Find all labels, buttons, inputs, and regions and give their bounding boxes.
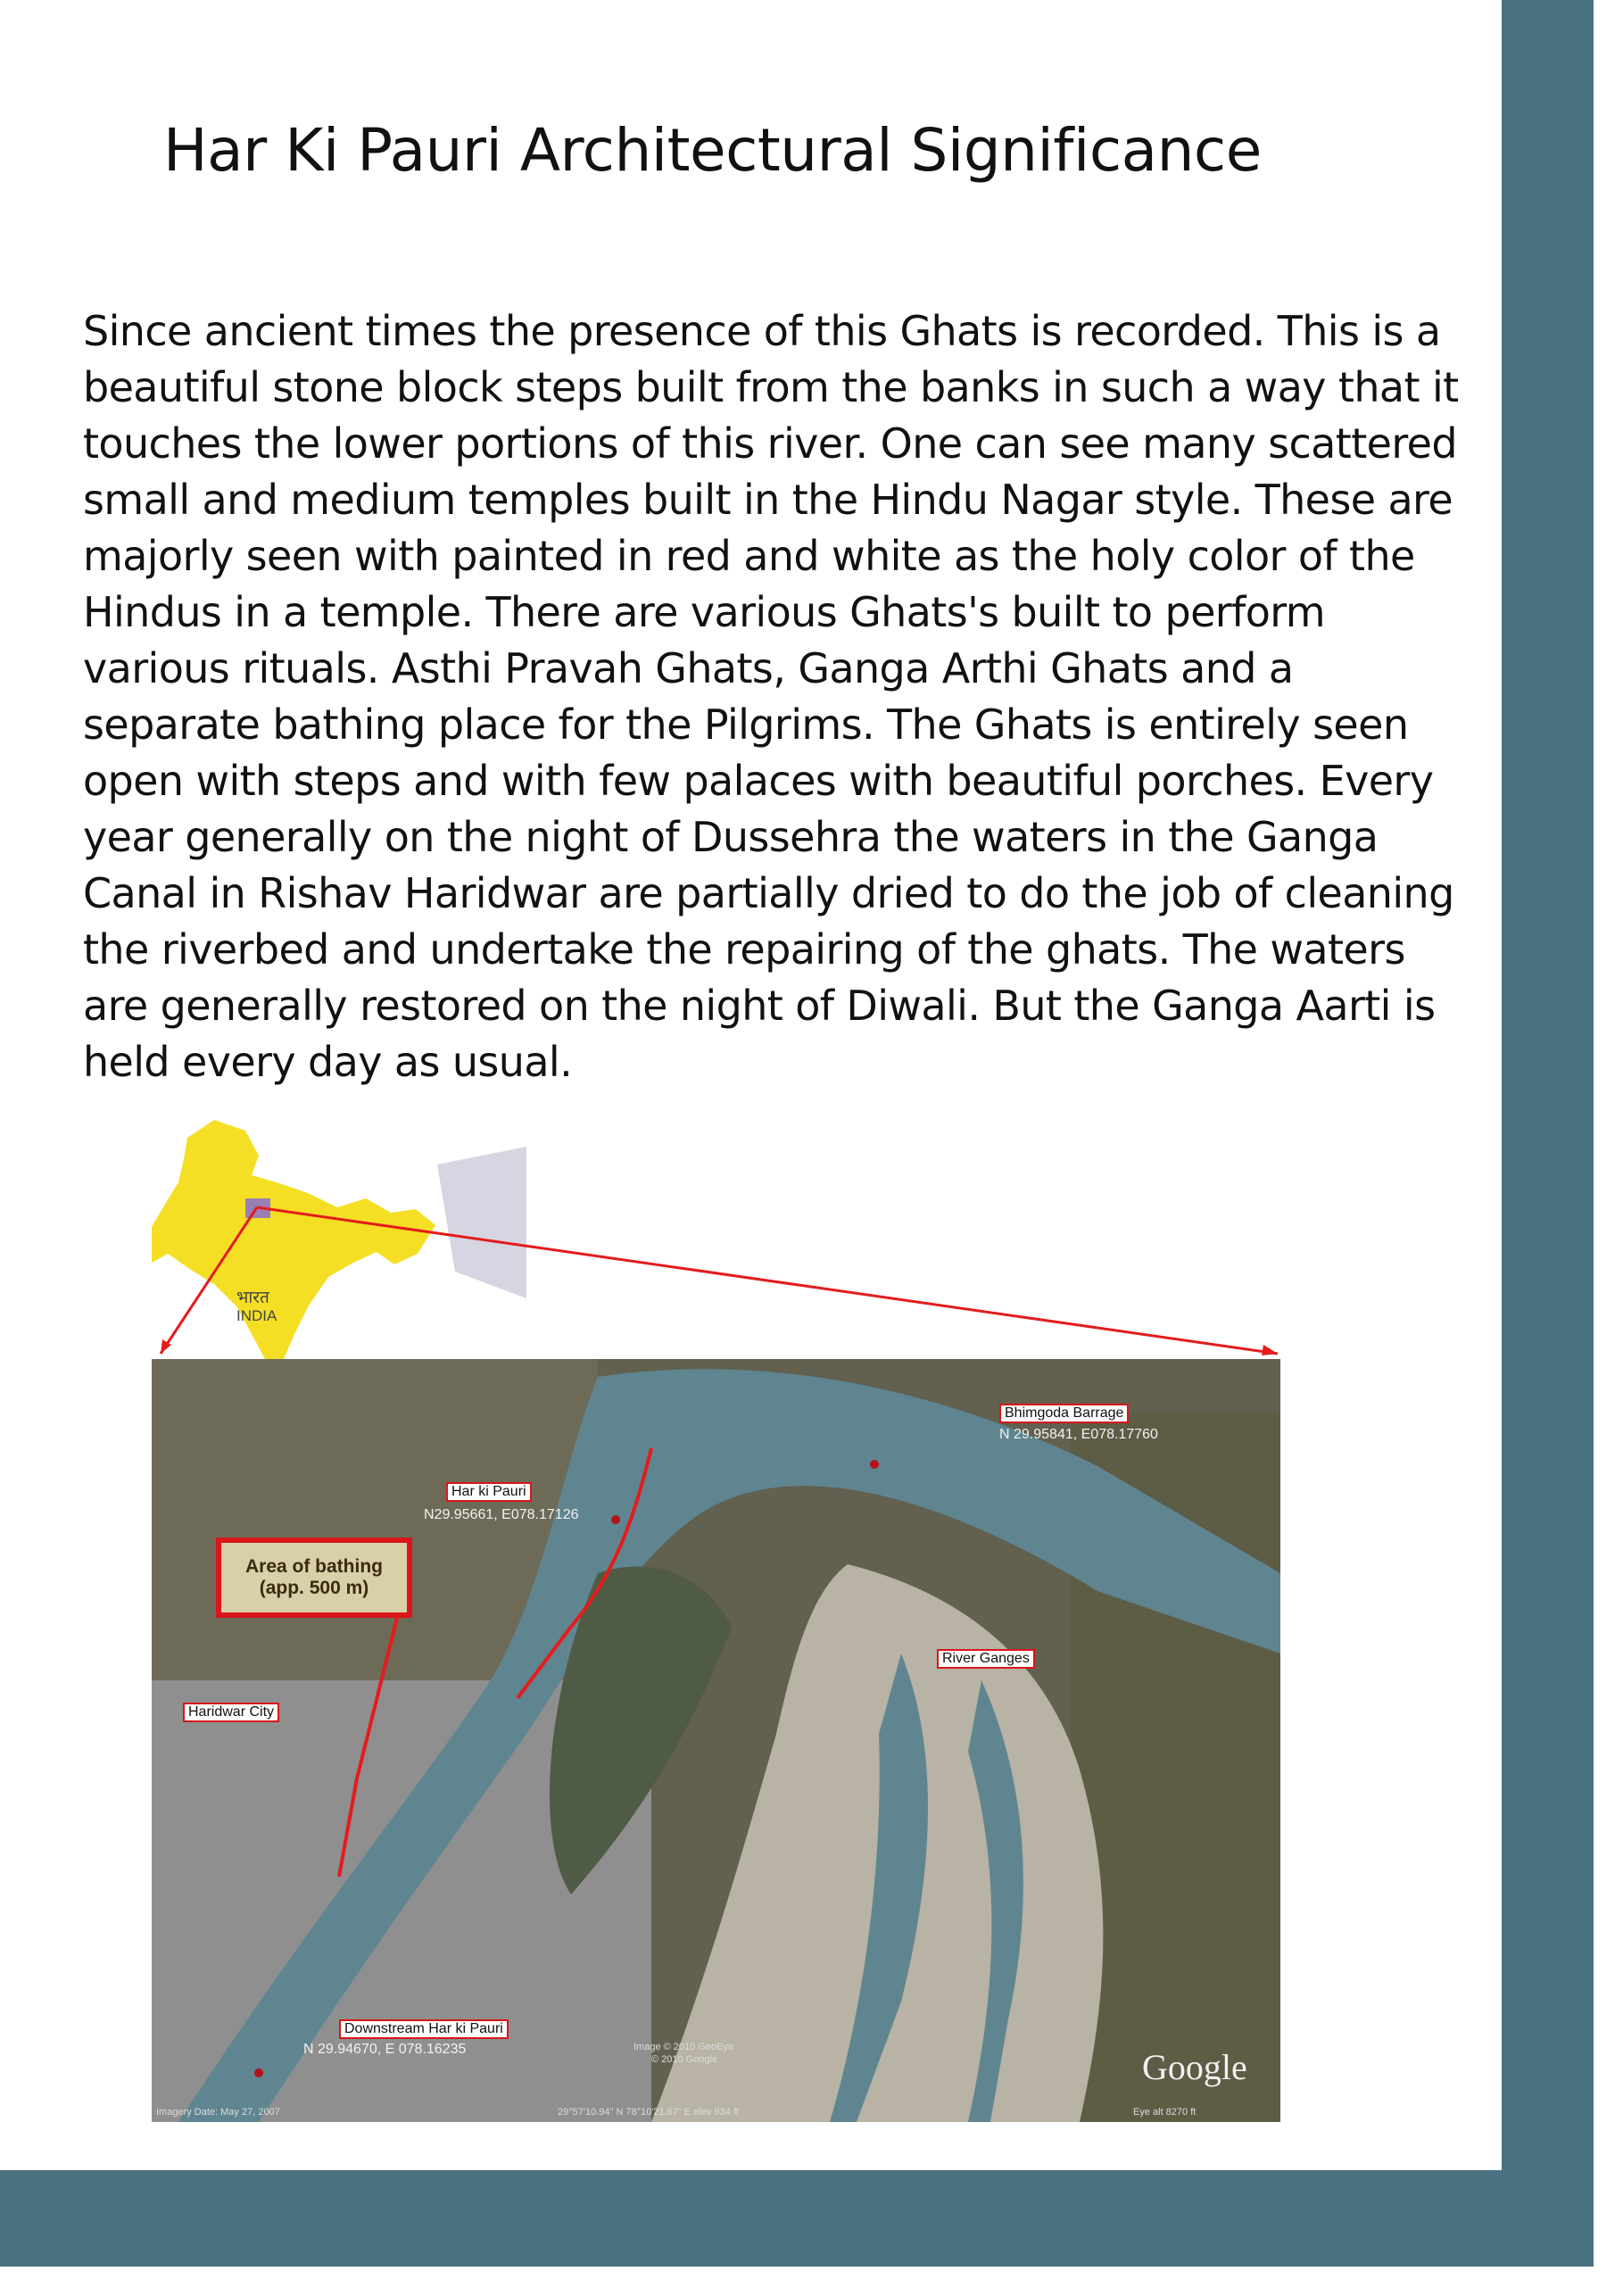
imagery-date: Imagery Date: May 27, 2007 [156, 2107, 280, 2118]
google-copyright: © 2010 Google [651, 2054, 718, 2065]
downstream-coordinates: N 29.94670, E 078.16235 [303, 2042, 467, 2057]
bathing-area-callout [216, 1538, 412, 1618]
river-ganges-label: River Ganges [937, 1649, 1035, 1669]
bottom-accent-bar [0, 2170, 1594, 2267]
haridwar-city-label: Haridwar City [183, 1703, 279, 1722]
map-label-india: INDIA [236, 1307, 277, 1324]
location-map-figure [152, 1120, 1294, 2128]
map-label-bharat: भारत [236, 1289, 269, 1307]
satellite-image [152, 1359, 1280, 2122]
page-title: Har Ki Pauri Architectural Significance [163, 116, 1262, 185]
connector-arrows [152, 1120, 1294, 1379]
har-ki-pauri-coordinates: N29.95661, E078.17126 [424, 1507, 579, 1522]
image-copyright: Image © 2010 GeoEye [633, 2042, 734, 2052]
bhimgoda-barrage-coordinates: N 29.95841, E078.17760 [999, 1427, 1158, 1442]
downstream-label: Downstream Har ki Pauri [339, 2019, 509, 2039]
body-paragraph: Since ancient times the presence of this Ghats is recorded. This is a beautiful stone block steps built from the banks in such a way that it touches the lower portions of this river. One can see many scattered small and medium temples built in the Hindu Nagar style. These are majorly seen with painted in red and white as the holy color of the Hindus in a temple. There are various Ghats's built to perform various rituals. Asthi Pravah Ghats, Ganga Arthi Ghats and a separate bathing place for the Pilgrims. The Ghats is entirely seen open with steps and with few palaces with beautiful porches. Every year generally on the night of Dussehra the waters in the Ganga Canal in Rishav Haridwar are partially dried to do the job of cleaning the riverbed and undertake the repairing of the ghats. The waters are generally restored on the night of Diwali. But the Ganga Aarti is held every day as usual. [83, 307, 1459, 1086]
har-ki-pauri-label: Har ki Pauri [446, 1482, 532, 1502]
terrain-shapes [152, 1359, 1280, 2122]
google-logo: Google [1142, 2047, 1247, 2087]
right-accent-bar [1502, 0, 1594, 2267]
bhimgoda-barrage-label: Bhimgoda Barrage [999, 1404, 1129, 1423]
bathing-area-line1: Area of bathing [244, 1556, 383, 1577]
coordinate-readout: 29°57'10.94" N 78°10'21.67" E elev 934 ft [558, 2107, 740, 2118]
bathing-area-line2: (app. 500 m) [259, 1578, 369, 1598]
eye-altitude: Eye alt 8270 ft [1133, 2107, 1197, 2118]
